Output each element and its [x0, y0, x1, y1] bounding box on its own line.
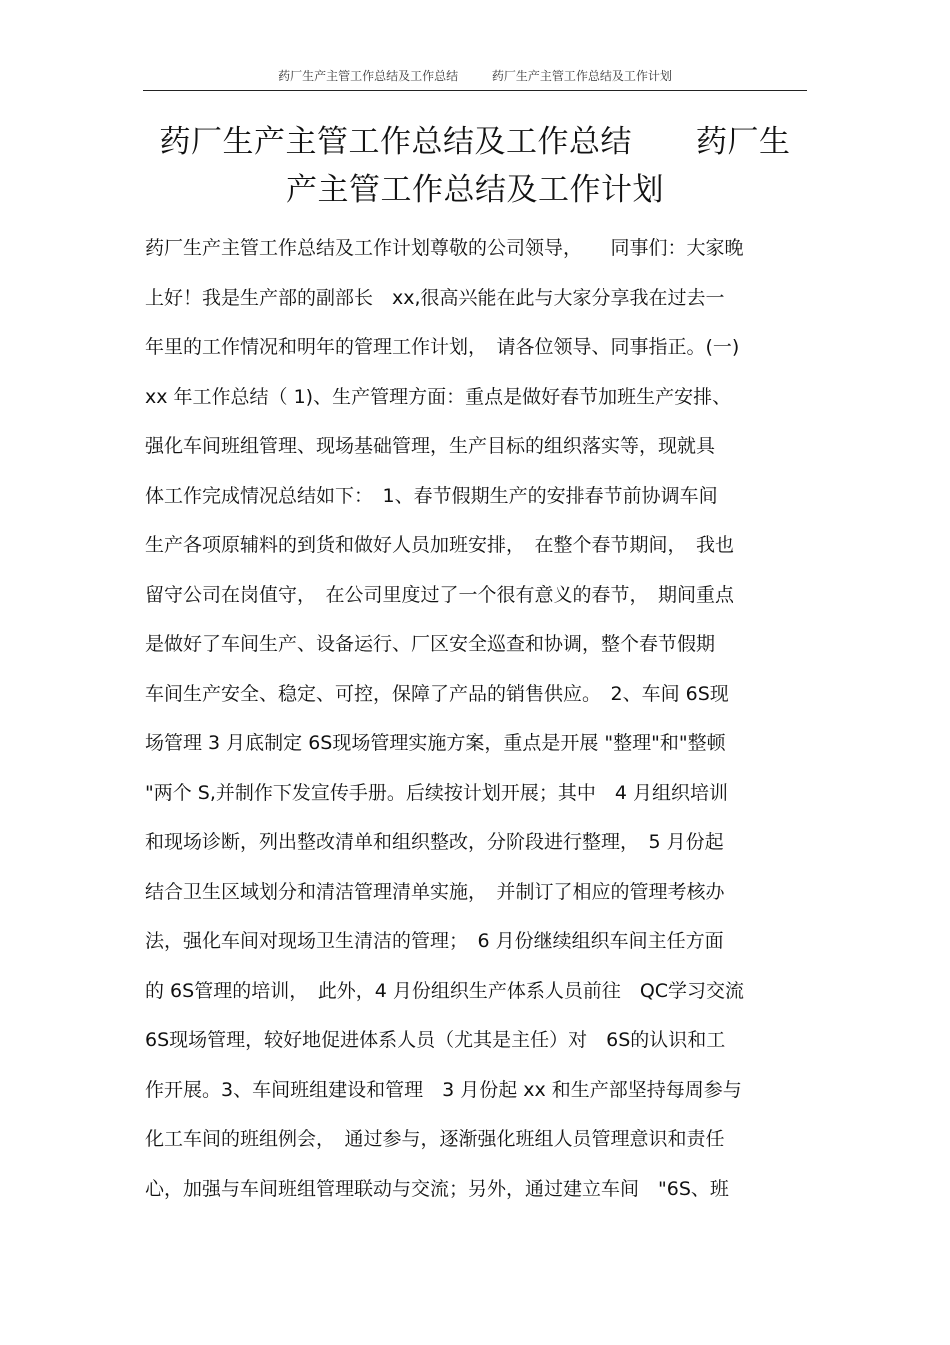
body-line: 上好！我是生产部的副部长 xx,很高兴能在此与大家分享我在过去一 [145, 286, 725, 309]
body-line: 是做好了车间生产、设备运行、厂区安全巡查和协调，整个春节假期 [145, 633, 716, 655]
title-line-2: 产主管工作总结及工作计划 [286, 172, 664, 208]
body-line: 年里的工作情况和明年的管理工作计划， 请各位领导、同事指正。(一) [145, 336, 740, 358]
body-line: 6S现场管理，较好地促进体系人员（尤其是主任）对 6S的认识和工 [145, 1029, 726, 1051]
running-header-right: 药厂生产主管工作总结及工作计划 [491, 69, 672, 83]
title-line-1-part-a: 药厂生产主管工作总结及工作总结 [159, 124, 632, 160]
body-line: 体工作完成情况总结如下： 1、春节假期生产的安排春节前协调车间 [145, 484, 718, 507]
body-line: 留守公司在岗值守， 在公司里度过了一个很有意义的春节， 期间重点 [145, 583, 735, 606]
body-line: 的 6S管理的培训， 此外，4 月份组织生产体系人员前往 QC学习交流 [145, 979, 745, 1002]
body-line: 场管理 3 月底制定 6S现场管理实施方案，重点是开展 "整理"和"整顿 [145, 732, 726, 754]
body-line: 心，加强与车间班组管理联动与交流；另外，通过建立车间 "6S、班 [145, 1177, 729, 1200]
body-line: 生产各项原辅料的到货和做好人员加班安排， 在整个春节期间， 我也 [145, 534, 735, 556]
document-title [140, 118, 810, 214]
body-line: 药厂生产主管工作总结及工作计划尊敬的公司领导， 同事们：大家晚 [145, 237, 744, 259]
running-header-left: 药厂生产主管工作总结及工作总结 [278, 69, 459, 83]
running-header [143, 66, 807, 91]
body-text [145, 224, 807, 1214]
body-line: 车间生产安全、稳定、可控，保障了产品的销售供应。 2、车间 6S现 [145, 682, 729, 705]
body-line: xx 年工作总结（ 1)、生产管理方面：重点是做好春节加班生产安排、 [145, 385, 732, 408]
body-line: 强化车间班组管理、现场基础管理，生产目标的组织落实等，现就具 [145, 435, 716, 457]
title-line-1-part-b: 药厂生 [696, 124, 791, 160]
body-line: 化工车间的班组例会， 通过参与，逐渐强化班组人员管理意识和责任 [145, 1128, 725, 1150]
body-line: "两个 S,并制作下发宣传手册。后续按计划开展；其中 4 月组织培训 [145, 781, 729, 804]
body-line: 和现场诊断，列出整改清单和组织整改，分阶段进行整理， 5 月份起 [145, 831, 724, 853]
body-line: 法，强化车间对现场卫生清洁的管理； 6 月份继续组织车间主任方面 [145, 930, 724, 952]
body-line: 结合卫生区域划分和清洁管理清单实施， 并制订了相应的管理考核办 [145, 880, 725, 903]
title-line-1 [140, 118, 810, 166]
body-line: 作开展。3、车间班组建设和管理 3 月份起 xx 和生产部坚持每周参与 [145, 1078, 742, 1101]
